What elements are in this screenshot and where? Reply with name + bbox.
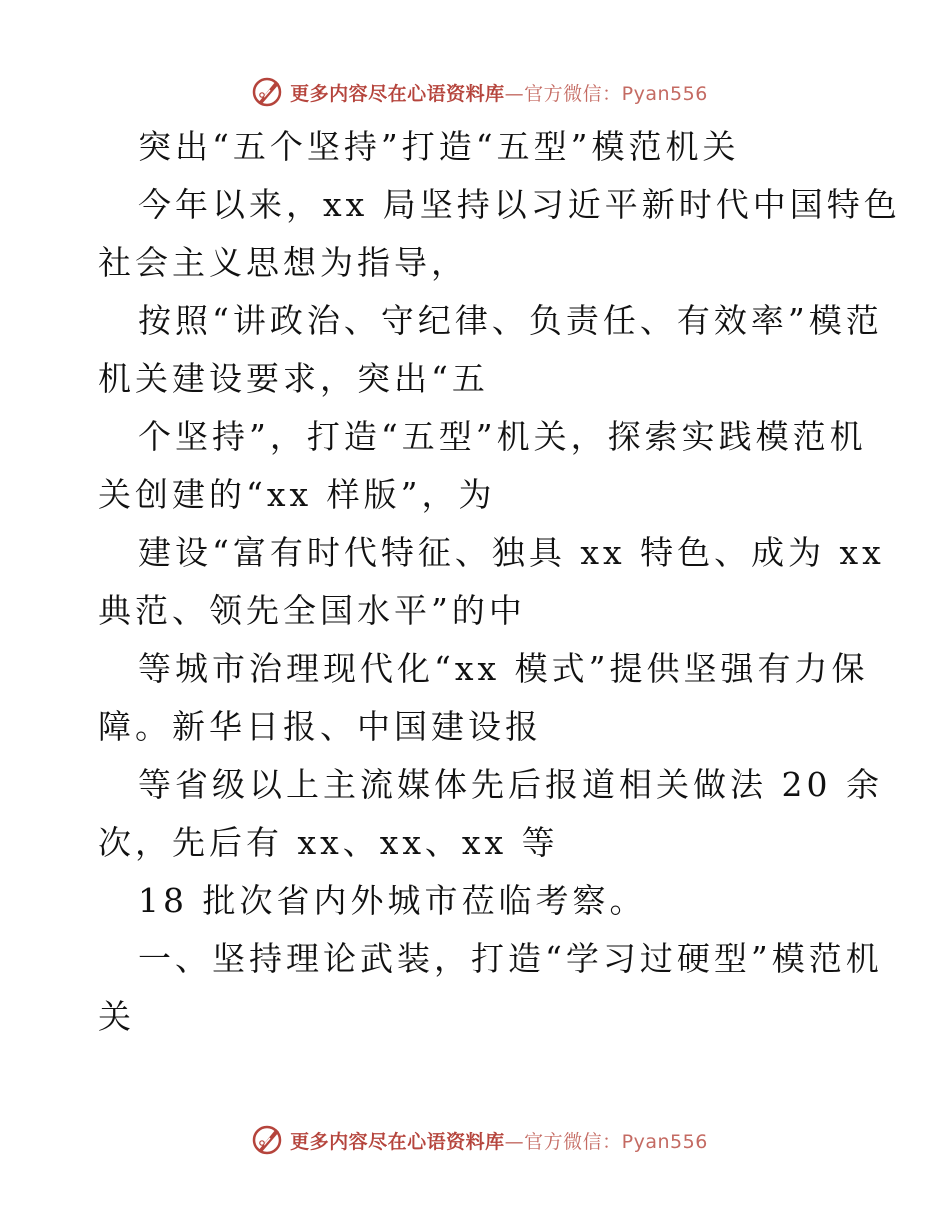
quill-pen-circle-icon <box>250 1123 284 1157</box>
section-heading-continued: 关 <box>98 997 135 1036</box>
section-heading: 一、坚持理论武装，打造“学习过硬型”模范机 <box>138 939 883 978</box>
paragraph-line: 次，先后有 xx、xx、xx 等 <box>98 823 559 862</box>
paragraph-line: 18 批次省内外城市莅临考察。 <box>138 881 647 920</box>
paragraph-line: 社会主义思想为指导， <box>98 243 468 282</box>
header-brand <box>250 75 708 109</box>
paragraph-line: 按照“讲政治、守纪律、负责任、有效率”模范 <box>138 301 883 340</box>
paragraph-line: 建设“富有时代特征、独具 xx 特色、成为 xx <box>138 533 885 572</box>
footer-brand-separator: — <box>504 1130 525 1153</box>
document-title: 突出“五个坚持”打造“五型”模范机关 <box>138 127 740 166</box>
paragraph-line: 典范、领先全国水平”的中 <box>98 591 526 630</box>
paragraph-line: 今年以来，xx 局坚持以习近平新时代中国特色 <box>138 185 901 224</box>
footer-brand-main: 更多内容尽在心语资料库 <box>290 1130 505 1153</box>
page-footer <box>0 1120 950 1160</box>
paragraph-line: 机关建设要求，突出“五 <box>98 359 489 398</box>
header-brand-main: 更多内容尽在心语资料库 <box>290 82 505 105</box>
paragraph-line: 障。新华日报、中国建设报 <box>98 707 542 746</box>
paragraph-line: 等城市治理现代化“xx 模式”提供坚强有力保 <box>138 649 869 688</box>
footer-brand-wechat: 官方微信：Pyan556 <box>524 1130 708 1153</box>
paragraph-line: 关创建的“xx 样版”，为 <box>98 475 496 514</box>
page-header <box>0 72 950 112</box>
paragraph-line: 等省级以上主流媒体先后报道相关做法 20 余 <box>138 765 883 804</box>
quill-pen-circle-icon <box>250 75 284 109</box>
footer-brand <box>250 1123 708 1157</box>
header-brand-wechat: 官方微信：Pyan556 <box>524 82 708 105</box>
header-brand-separator: — <box>504 82 525 105</box>
paragraph-line: 个坚持”，打造“五型”机关，探索实践模范机 <box>138 417 867 456</box>
